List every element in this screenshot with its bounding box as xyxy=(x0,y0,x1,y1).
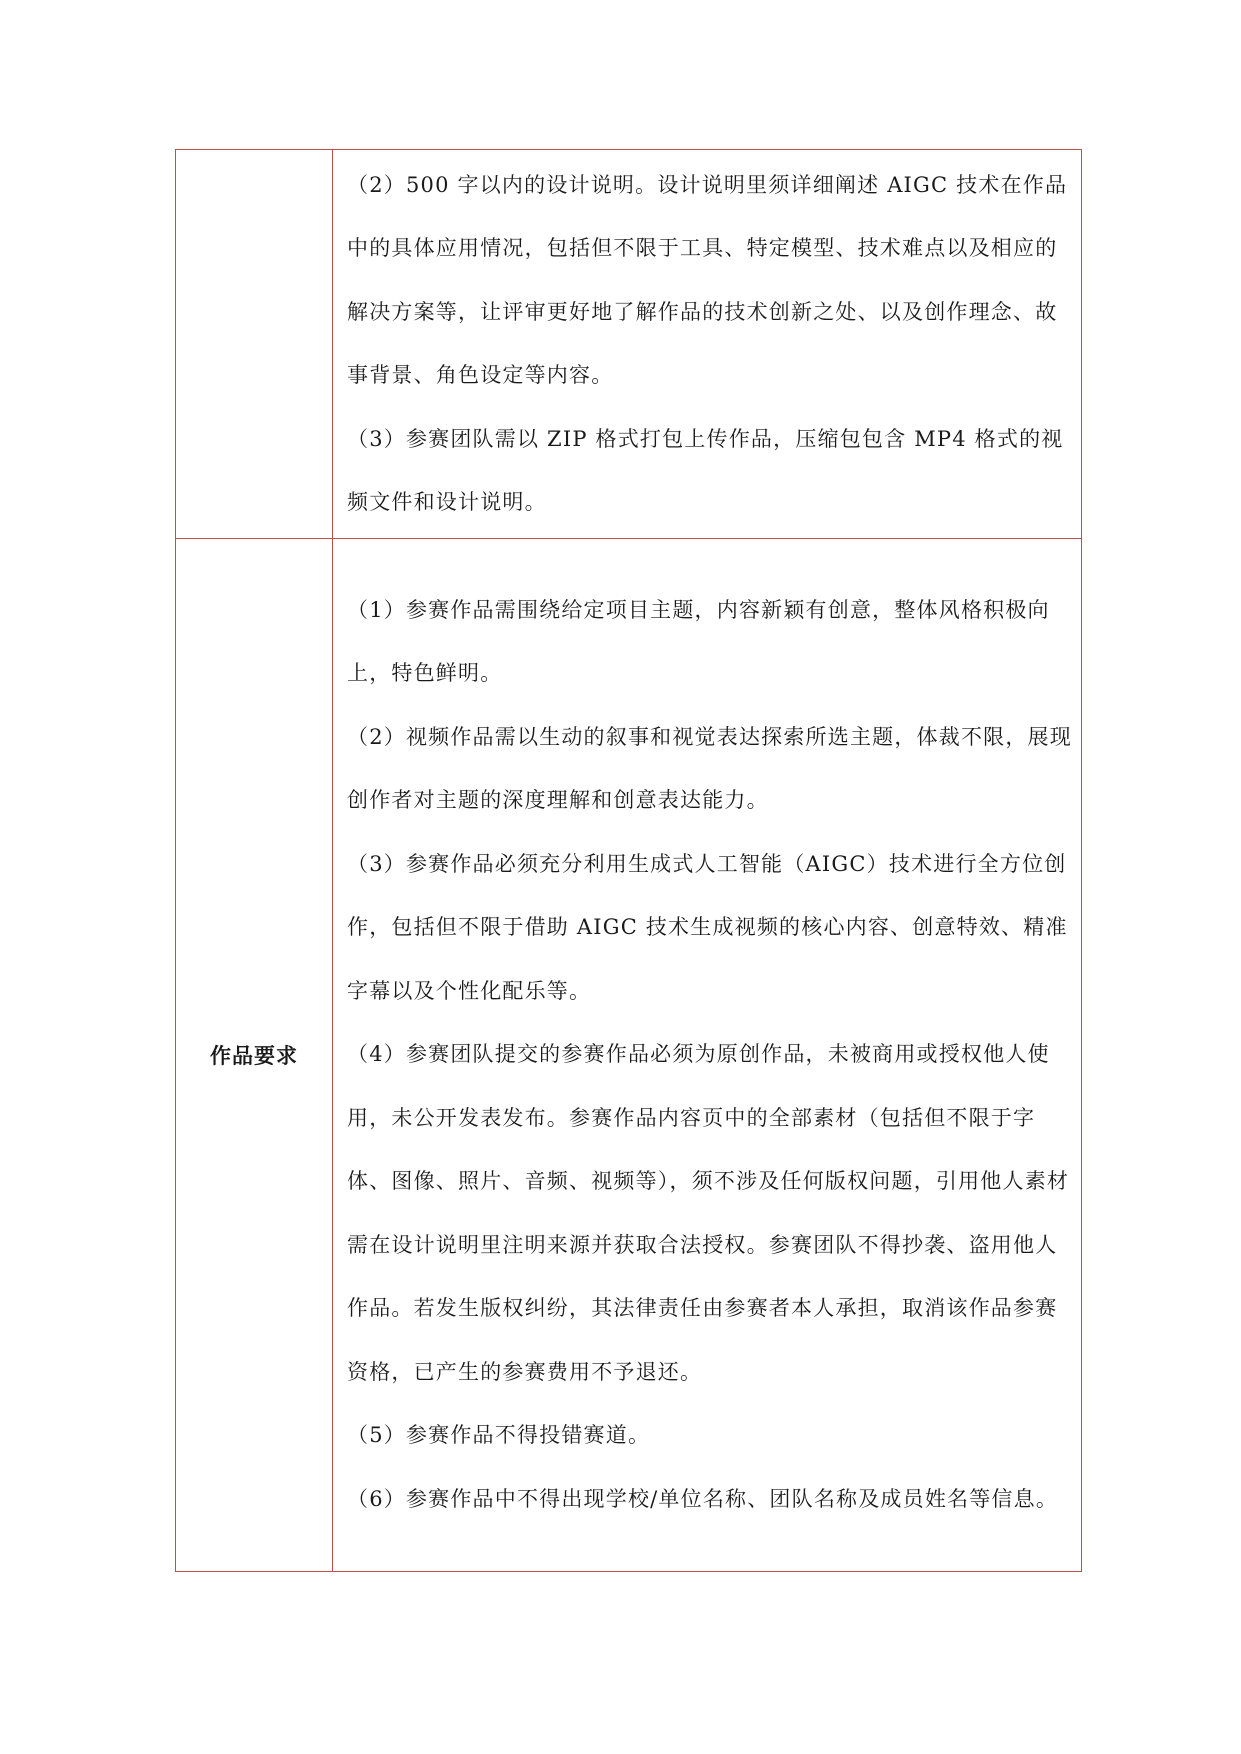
table-row xyxy=(176,539,1082,1572)
paragraph: （3）参赛团队需以 ZIP 格式打包上传作品，压缩包包含 MP4 格式的视频文件和设计说明。 xyxy=(347,426,1064,514)
paragraph: （5）参赛作品不得投错赛道。 xyxy=(347,1423,651,1448)
row-content-cell xyxy=(333,150,1082,539)
row-label-cell xyxy=(176,150,333,539)
paragraph: （1）参赛作品需围绕给定项目主题，内容新颖有创意，整体风格积极向上，特色鲜明。 xyxy=(347,597,1050,686)
paragraph: （4）参赛团队提交的参赛作品必须为原创作品，未被商用或授权他人使用，未公开发表发布。参赛作品内容页中的全部素材（包括但不限于字体、图像、照片、音频、视频等），须不涉及任何版权问题，引用他人素材需在设计说明里注明来源并获取合法授权。参赛团队不得抄袭、盗用他人作品。若发生版权纠纷，其法律责任由参赛者本人承担，取消该作品参赛资格，已产生的参赛费用不予退还。 xyxy=(347,1042,1070,1384)
table-row xyxy=(176,150,1082,539)
requirements-table xyxy=(175,149,1082,1572)
paragraph: （2）视频作品需以生动的叙事和视觉表达探索所选主题，体裁不限，展现创作者对主题的深度理解和创意表达能力。 xyxy=(347,724,1072,813)
paragraph: （2）500 字以内的设计说明。设计说明里须详细阐述 AIGC 技术在作品中的具体应用情况，包括但不限于工具、特定模型、技术难点以及相应的解决方案等，让评审更好地了解作品的技术创新之处、以及创作理念、故事背景、角色设定等内容。 xyxy=(347,172,1068,387)
row-label-cell xyxy=(176,539,333,1572)
row-label: 作品要求 xyxy=(210,1044,298,1068)
paragraph: （3）参赛作品必须充分利用生成式人工智能（AIGC）技术进行全方位创作，包括但不限于借助 AIGC 技术生成视频的核心内容、创意特效、精准字幕以及个性化配乐等。 xyxy=(347,851,1068,1003)
paragraph: （6）参赛作品中不得出现学校/单位名称、团队名称及成员姓名等信息。 xyxy=(347,1486,1059,1511)
row-content-cell xyxy=(333,539,1082,1572)
